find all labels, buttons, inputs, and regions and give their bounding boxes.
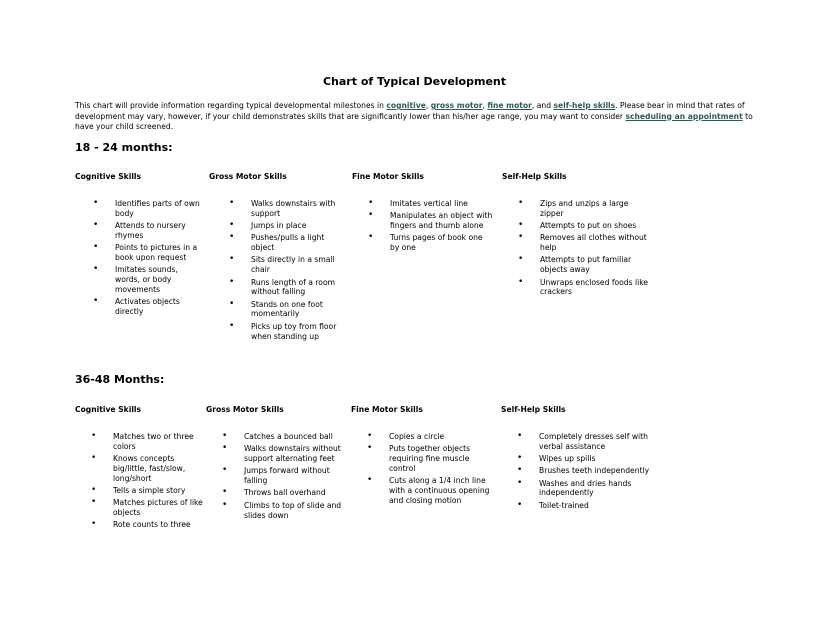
bullet-icon: • bbox=[368, 210, 374, 221]
section-heading-36-48-months: 36-48 Months: bbox=[75, 373, 165, 386]
column-cognitive-skills bbox=[75, 172, 210, 316]
column-fine-motor-skills bbox=[351, 405, 501, 505]
bullet-icon: • bbox=[229, 220, 235, 231]
bullet-icon: • bbox=[91, 431, 97, 441]
bullet-icon: • bbox=[367, 431, 373, 441]
bullet-icon: • bbox=[229, 232, 235, 243]
bullet-icon: • bbox=[229, 276, 235, 287]
column-header: Fine Motor Skills bbox=[352, 172, 424, 181]
skills-list bbox=[222, 432, 342, 523]
skills-list bbox=[93, 199, 205, 319]
link-self-help-skills[interactable]: self-help skills bbox=[553, 101, 616, 110]
intro-sep-1: , bbox=[425, 101, 431, 110]
bullet-icon: • bbox=[222, 487, 228, 498]
list-item: • Matches pictures of like objects bbox=[91, 497, 203, 518]
list-item: • Walks downstairs without support alternating feet bbox=[222, 443, 341, 464]
bullet-icon: • bbox=[517, 431, 523, 441]
bullet-icon: • bbox=[93, 220, 99, 231]
list-item: • Zips and unzips a large zipper bbox=[518, 198, 629, 218]
list-item: • Rote counts to three bbox=[91, 519, 191, 530]
skills-list bbox=[91, 432, 205, 533]
list-item: • Attempts to put familiar objects away bbox=[518, 254, 632, 275]
list-item: • Copies a circle bbox=[367, 431, 445, 441]
bullet-icon: • bbox=[368, 198, 374, 208]
bullet-icon: • bbox=[91, 453, 97, 464]
link-gross-motor[interactable]: gross motor bbox=[430, 101, 483, 110]
intro-sep-3: , and bbox=[531, 101, 554, 110]
intro-text-3: to have your child screened. bbox=[75, 111, 753, 131]
column-header: Self-Help Skills bbox=[501, 405, 566, 414]
bullet-icon: • bbox=[222, 465, 228, 476]
list-item: • Throws ball overhand bbox=[222, 487, 326, 498]
column-header: Gross Motor Skills bbox=[209, 172, 287, 181]
column-header: Fine Motor Skills bbox=[351, 405, 423, 414]
list-item: • Removes all clothes without help bbox=[518, 232, 647, 253]
column-header: Cognitive Skills bbox=[75, 172, 142, 181]
list-item: • Completely dresses self with verbal assistance bbox=[517, 431, 648, 451]
intro-text-1: This chart will provide information regarding typical developmental milestones in bbox=[75, 101, 387, 110]
column-self-help-skills bbox=[502, 172, 662, 297]
bullet-icon: • bbox=[517, 477, 523, 488]
bullet-icon: • bbox=[229, 254, 235, 265]
list-item: • Tells a simple story bbox=[91, 484, 186, 495]
column-gross-motor-skills bbox=[209, 172, 349, 341]
list-item: • Pushes/pulls a light object bbox=[229, 232, 325, 253]
list-item: • Picks up toy from floor when standing up bbox=[229, 320, 337, 341]
bullet-icon: • bbox=[222, 431, 228, 441]
skills-list bbox=[517, 432, 655, 513]
intro-sep-2: , bbox=[482, 101, 488, 110]
link-cognitive[interactable]: cognitive bbox=[386, 101, 426, 110]
section-heading-18-24-months: 18 - 24 months: bbox=[75, 141, 173, 154]
bullet-icon: • bbox=[518, 198, 524, 208]
list-item: • Unwraps enclosed foods like crackers bbox=[518, 276, 648, 297]
bullet-icon: • bbox=[91, 484, 97, 495]
bullet-icon: • bbox=[91, 497, 97, 508]
skills-list bbox=[367, 432, 495, 508]
list-item: • Turns pages of book one by one bbox=[368, 232, 483, 253]
list-item: • Imitates vertical line bbox=[368, 198, 468, 208]
bullet-icon: • bbox=[229, 198, 235, 208]
list-item: • Points to pictures in a book upon request bbox=[93, 242, 198, 262]
bullet-icon: • bbox=[93, 264, 99, 275]
list-item: • Matches two or three colors bbox=[91, 431, 194, 451]
list-item: • Attempts to put on shoes bbox=[518, 220, 637, 231]
skills-list bbox=[518, 199, 648, 300]
bullet-icon: • bbox=[518, 232, 524, 243]
list-item: • Climbs to top of slide and slides down bbox=[222, 499, 342, 520]
list-item: • Imitates sounds, words, or body movements bbox=[93, 264, 178, 294]
page-title: Chart of Typical Development bbox=[322, 75, 506, 88]
bullet-icon: • bbox=[222, 443, 228, 454]
list-item: • Washes and dries hands independently bbox=[517, 477, 632, 498]
intro-text-2: . Please bear in mind that rates of development may vary, however, if your child demonstrates skills that are significantly lower than his/her age range, you may want to consider bbox=[75, 101, 745, 121]
list-item: • Attends to nursery rhymes bbox=[93, 220, 186, 240]
list-item: • Manipulates an object with fingers and thumb alone bbox=[368, 210, 493, 231]
link-fine-motor[interactable]: fine motor bbox=[487, 101, 532, 110]
bullet-icon: • bbox=[517, 499, 523, 510]
list-item: • Jumps forward without falling bbox=[222, 465, 330, 486]
bullet-icon: • bbox=[368, 232, 374, 243]
skills-list bbox=[368, 199, 493, 255]
bullet-icon: • bbox=[517, 465, 523, 476]
skills-list bbox=[229, 199, 344, 344]
bullet-icon: • bbox=[518, 254, 524, 265]
bullet-icon: • bbox=[222, 499, 228, 510]
column-cognitive-skills bbox=[75, 405, 210, 530]
intro-paragraph bbox=[75, 101, 755, 133]
list-item: • Cuts along a 1/4 inch line with a continuous opening and closing motion bbox=[367, 475, 490, 505]
bullet-icon: • bbox=[93, 198, 99, 208]
list-item: • Jumps in place bbox=[229, 220, 307, 231]
bullet-icon: • bbox=[93, 242, 99, 253]
bullet-icon: • bbox=[518, 276, 524, 287]
link-scheduling-appointment[interactable]: scheduling an appointment bbox=[625, 111, 743, 121]
column-header: Cognitive Skills bbox=[75, 405, 142, 414]
list-item: • Runs length of a room without falling bbox=[229, 276, 335, 297]
list-item: • Puts together objects requiring fine muscle control bbox=[367, 443, 471, 473]
column-gross-motor-skills bbox=[206, 405, 346, 520]
bullet-icon: • bbox=[91, 519, 97, 530]
bullet-icon: • bbox=[518, 220, 524, 231]
bullet-icon: • bbox=[367, 475, 373, 486]
bullet-icon: • bbox=[229, 320, 235, 331]
list-item: • Toilet-trained bbox=[517, 499, 589, 510]
bullet-icon: • bbox=[93, 296, 99, 307]
list-item: • Stands on one foot momentarily bbox=[229, 298, 323, 319]
list-item: • Activates objects directly bbox=[93, 296, 180, 316]
bullet-icon: • bbox=[367, 443, 373, 454]
list-item: • Knows concepts big/little, fast/slow, long/short bbox=[91, 453, 186, 483]
column-self-help-skills bbox=[501, 405, 671, 510]
bullet-icon: • bbox=[517, 453, 523, 464]
column-fine-motor-skills bbox=[352, 172, 502, 253]
bullet-icon: • bbox=[229, 298, 235, 309]
list-item: • Sits directly in a small chair bbox=[229, 254, 335, 275]
list-item: • Catches a bounced ball bbox=[222, 431, 333, 441]
column-header: Self-Help Skills bbox=[502, 172, 567, 181]
list-item: • Identifies parts of own body bbox=[93, 198, 200, 218]
list-item: • Wipes up spills bbox=[517, 453, 596, 464]
list-item: • Brushes teeth independently bbox=[517, 465, 650, 476]
list-item: • Walks downstairs with support bbox=[229, 198, 336, 218]
column-header: Gross Motor Skills bbox=[206, 405, 284, 414]
